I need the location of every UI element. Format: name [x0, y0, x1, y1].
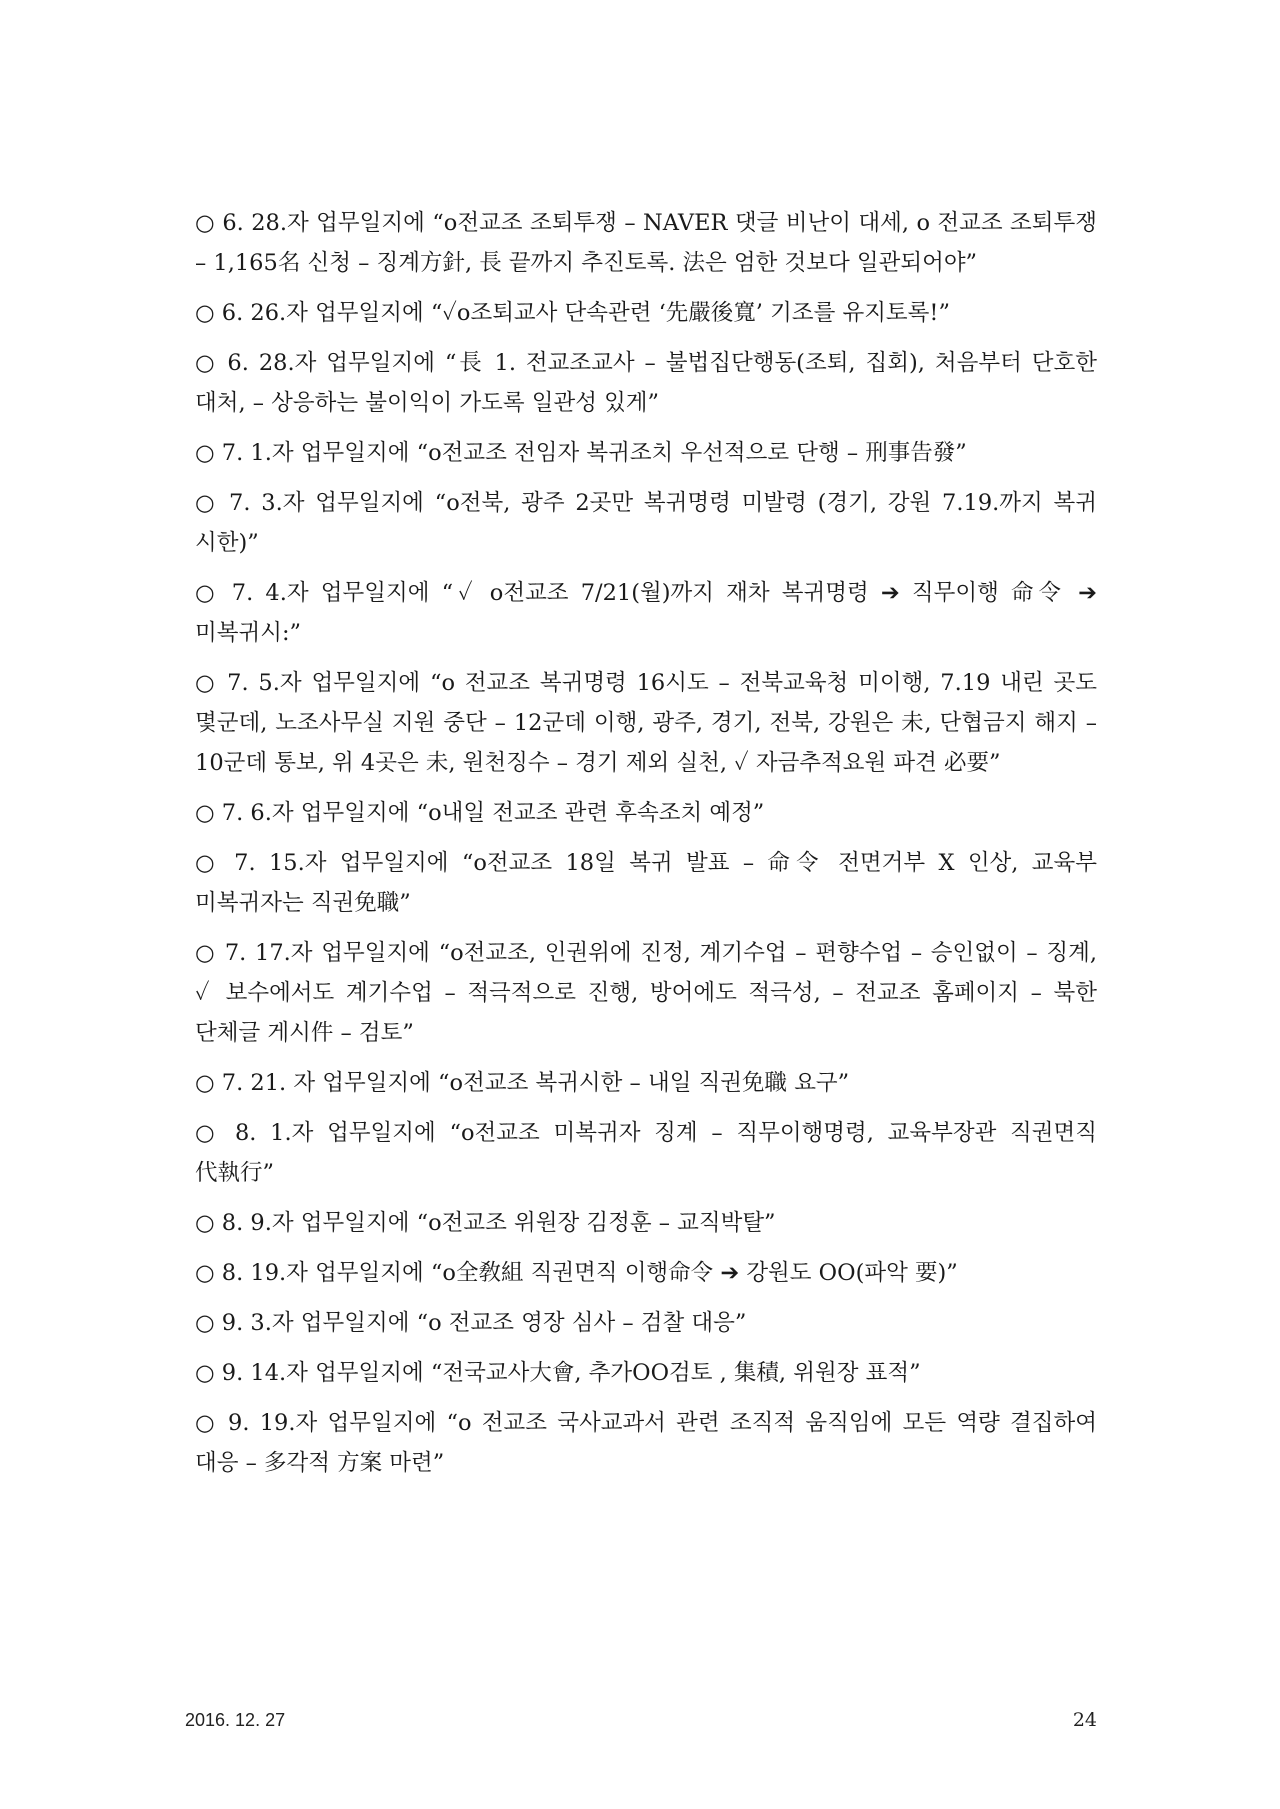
diary-entry-list	[195, 203, 1097, 1493]
diary-entry: ○ 7. 21. 자 업무일지에 “o전교조 복귀시한 – 내일 직권免職 요구”	[195, 1070, 850, 1096]
page-number: 24	[1072, 1709, 1097, 1731]
diary-entry: ○ 6. 26.자 업무일지에 “✓o조퇴교사 단속관련 ‘先嚴後寬’ 기조를 유지토록!”	[195, 300, 950, 326]
diary-entry: ○ 8. 19.자 업무일지에 “o全敎組 직권면직 이행命令 ➔ 강원도 OO(파악 要)”	[195, 1260, 958, 1286]
diary-entry: ○ 9. 14.자 업무일지에 “전국교사大會, 추가OO검토 , 集積, 위원장 표적”	[195, 1360, 921, 1386]
diary-entry: ○ 7. 17.자 업무일지에 “o전교조, 인권위에 진정, 계기수업 – 편향수업 – 승인없이 – 징계, ✓ 보수에서도 계기수업 – 적극적으로 진행, 방어에도 적극성, – 전교조 홈페이지 – 북한 단체글 게시件 – 검토”	[195, 940, 1097, 1046]
diary-entry: ○ 6. 28.자 업무일지에 “長 1. 전교조교사 – 불법집단행동(조퇴, 집회), 처음부터 단호한 대처, – 상응하는 불이익이 가도록 일관성 있게”	[195, 350, 1097, 416]
diary-entry: ○ 7. 1.자 업무일지에 “o전교조 전임자 복귀조치 우선적으로 단행 – 刑事告發”	[195, 440, 967, 466]
footer-date: 2016. 12. 27	[185, 1710, 286, 1730]
diary-entry: ○ 7. 15.자 업무일지에 “o전교조 18일 복귀 발표 – 命令 전면거부 X 인상, 교육부 미복귀자는 직권免職”	[195, 850, 1097, 916]
diary-entry: ○ 9. 19.자 업무일지에 “o 전교조 국사교과서 관련 조직적 움직임에 모든 역량 결집하여 대응 – 多각적 方案 마련”	[195, 1410, 1097, 1476]
diary-entry: ○ 8. 1.자 업무일지에 “o전교조 미복귀자 징계 – 직무이행명령, 교육부장관 직권면직 代執行”	[195, 1120, 1097, 1186]
diary-entry: ○ 7. 5.자 업무일지에 “o 전교조 복귀명령 16시도 – 전북교육청 미이행, 7.19 내린 곳도 몇군데, 노조사무실 지원 중단 – 12군데 이행, 광주, 경기, 전북, 강원은 未, 단협금지 해지 – 10군데 통보, 위 4곳은 未, 원천징수 – 경기 제외 실천, ✓ 자금추적요원 파견 必要”	[195, 670, 1097, 776]
diary-entry: ○ 7. 3.자 업무일지에 “o전북, 광주 2곳만 복귀명령 미발령 (경기, 강원 7.19.까지 복귀 시한)”	[195, 490, 1097, 556]
diary-entry: ○ 7. 4.자 업무일지에 “✓ o전교조 7/21(월)까지 재차 복귀명령 ➔ 직무이행 命令 ➔ 미복귀시:”	[195, 580, 1097, 646]
diary-entry: ○ 6. 28.자 업무일지에 “o전교조 조퇴투쟁 – NAVER 댓글 비난이 대세, o 전교조 조퇴투쟁 – 1,165名 신청 – 징계方針, 長 끝까지 추진토록. 法은 엄한 것보다 일관되어야”	[195, 210, 1097, 276]
diary-entry: ○ 8. 9.자 업무일지에 “o전교조 위원장 김정훈 – 교직박탈”	[195, 1210, 776, 1236]
diary-entry: ○ 7. 6.자 업무일지에 “o내일 전교조 관련 후속조치 예정”	[195, 800, 765, 826]
diary-entry: ○ 9. 3.자 업무일지에 “o 전교조 영장 심사 – 검찰 대응”	[195, 1310, 747, 1336]
